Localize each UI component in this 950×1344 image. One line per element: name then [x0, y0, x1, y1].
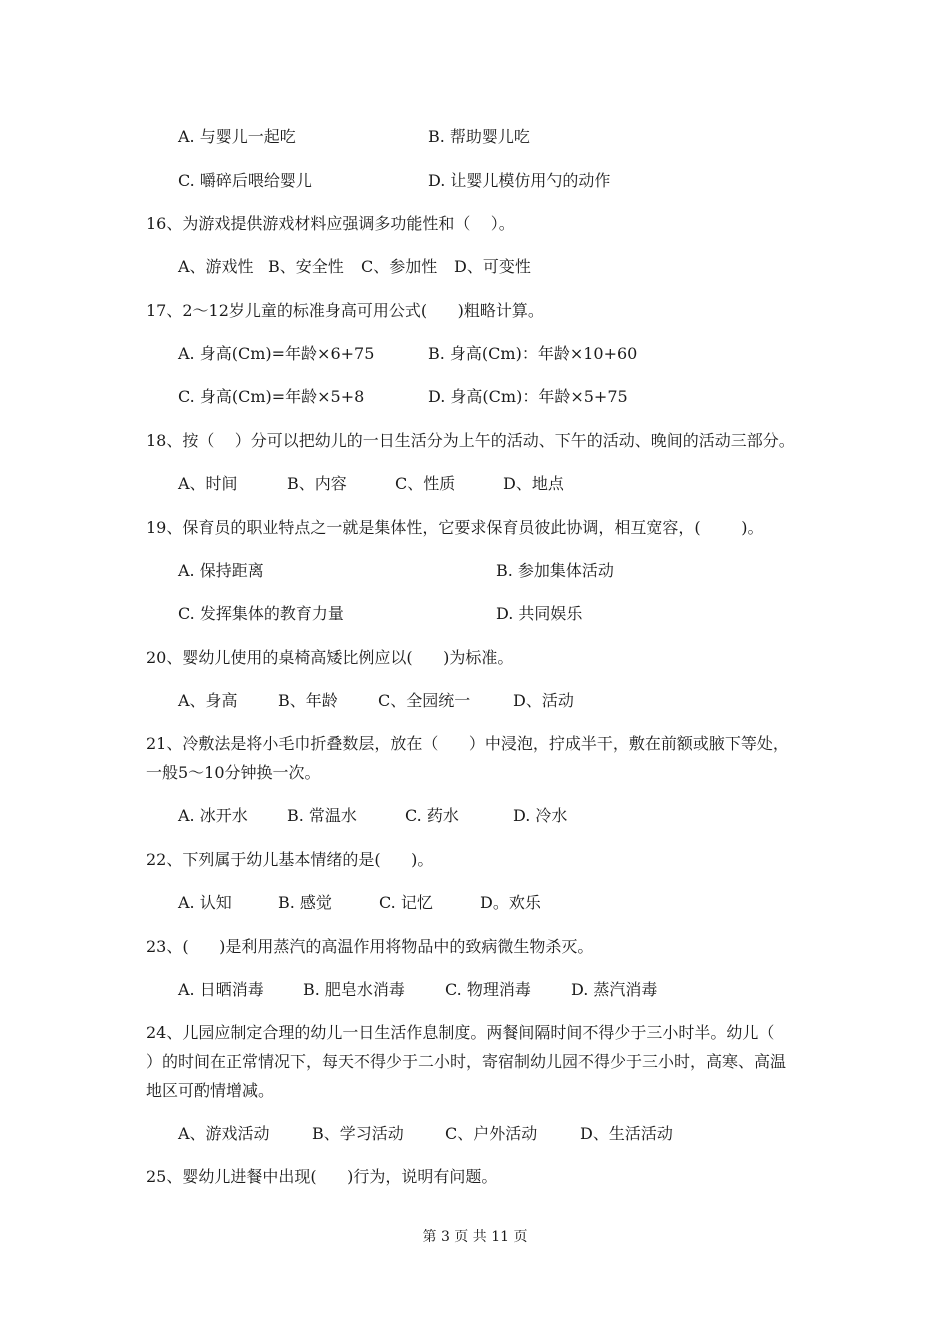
- q23-option-c: C. 物理消毒: [445, 980, 531, 999]
- q16-option-b: B、安全性: [268, 257, 344, 276]
- q22-option-a: A. 认知: [178, 893, 232, 912]
- q20-option-b: B、年龄: [278, 691, 338, 710]
- q15-option-d: D. 让婴儿模仿用勺的动作: [428, 171, 611, 190]
- q16-option-c: C、参加性: [361, 257, 438, 276]
- q24-option-d: D、生活活动: [580, 1124, 673, 1143]
- q22-stem: 22、下列属于幼儿基本情绪的是( )。: [146, 850, 434, 869]
- q19-option-b: B. 参加集体活动: [496, 561, 614, 580]
- q17-stem: 17、2～12岁儿童的标准身高可用公式( )粗略计算。: [146, 301, 544, 320]
- q15-option-a: A. 与婴儿一起吃: [178, 127, 296, 146]
- q15-option-c: C. 嚼碎后喂给婴儿: [178, 171, 312, 190]
- q24-option-c: C、户外活动: [445, 1124, 538, 1143]
- q21-option-a: A. 冰开水: [178, 806, 248, 825]
- q20-stem: 20、婴幼儿使用的桌椅高矮比例应以( )为标准。: [146, 648, 514, 667]
- q24-stem-line-1: 24、儿园应制定合理的幼儿一日生活作息制度。两餐间隔时间不得少于三小时半。幼儿（: [146, 1023, 775, 1042]
- q23-option-b: B. 肥皂水消毒: [303, 980, 405, 999]
- q20-option-c: C、全园统一: [378, 691, 471, 710]
- q18-option-a: A、时间: [178, 474, 238, 493]
- q15-option-b: B. 帮助婴儿吃: [428, 127, 530, 146]
- q18-option-d: D、地点: [503, 474, 564, 493]
- q19-option-c: C. 发挥集体的教育力量: [178, 604, 344, 623]
- q18-option-c: C、性质: [395, 474, 456, 493]
- q19-stem: 19、保育员的职业特点之一就是集体性，它要求保育员彼此协调，相互宽容，( )。: [146, 518, 764, 537]
- q24-stem-line-2: ）的时间在正常情况下，每天不得少于二小时，寄宿制幼儿园不得少于三小时，高寒、高温: [146, 1052, 787, 1071]
- q24-option-a: A、游戏活动: [178, 1124, 270, 1143]
- q21-option-b: B. 常温水: [287, 806, 357, 825]
- q18-option-b: B、内容: [287, 474, 347, 493]
- q22-option-b: B. 感觉: [278, 893, 332, 912]
- page-number: 第 3 页 共 11 页: [422, 1229, 528, 1245]
- q25-stem: 25、婴幼儿进餐中出现( )行为，说明有问题。: [146, 1167, 498, 1186]
- q21-option-d: D. 冷水: [513, 806, 568, 825]
- q20-option-d: D、活动: [513, 691, 574, 710]
- q19-option-a: A. 保持距离: [178, 561, 264, 580]
- q24-stem-line-3: 地区可酌情增减。: [146, 1081, 275, 1100]
- q20-option-a: A、身高: [178, 691, 238, 710]
- q21-stem-line-2: 一般5～10分钟换一次。: [146, 763, 321, 782]
- q16-stem: 16、为游戏提供游戏材料应强调多功能性和（ ）。: [146, 214, 515, 233]
- q16-option-a: A、游戏性: [178, 257, 254, 276]
- q19-option-d: D. 共同娱乐: [496, 604, 583, 623]
- q17-option-b: B. 身高(Cm)：年龄×10+60: [428, 344, 638, 363]
- q21-option-c: C. 药水: [405, 806, 459, 825]
- q17-option-a: A. 身高(Cm)=年龄×6+75: [178, 344, 375, 363]
- q23-stem: 23、( )是利用蒸汽的高温作用将物品中的致病微生物杀灭。: [146, 937, 594, 956]
- q17-option-c: C. 身高(Cm)=年龄×5+8: [178, 387, 365, 406]
- q18-stem: 18、按（ ）分可以把幼儿的一日生活分为上午的活动、下午的活动、晚间的活动三部分。: [146, 431, 795, 450]
- q16-option-d: D、可变性: [454, 257, 531, 276]
- q22-option-d: D。欢乐: [480, 893, 541, 912]
- q23-option-d: D. 蒸汽消毒: [571, 980, 658, 999]
- q24-option-b: B、学习活动: [312, 1124, 404, 1143]
- q23-option-a: A. 日晒消毒: [178, 980, 264, 999]
- q22-option-c: C. 记忆: [379, 893, 433, 912]
- q17-option-d: D. 身高(Cm)：年龄×5+75: [428, 387, 628, 406]
- q21-stem-line-1: 21、冷敷法是将小毛巾折叠数层，放在（ ）中浸泡，拧成半干，敷在前额或腋下等处，: [146, 734, 789, 753]
